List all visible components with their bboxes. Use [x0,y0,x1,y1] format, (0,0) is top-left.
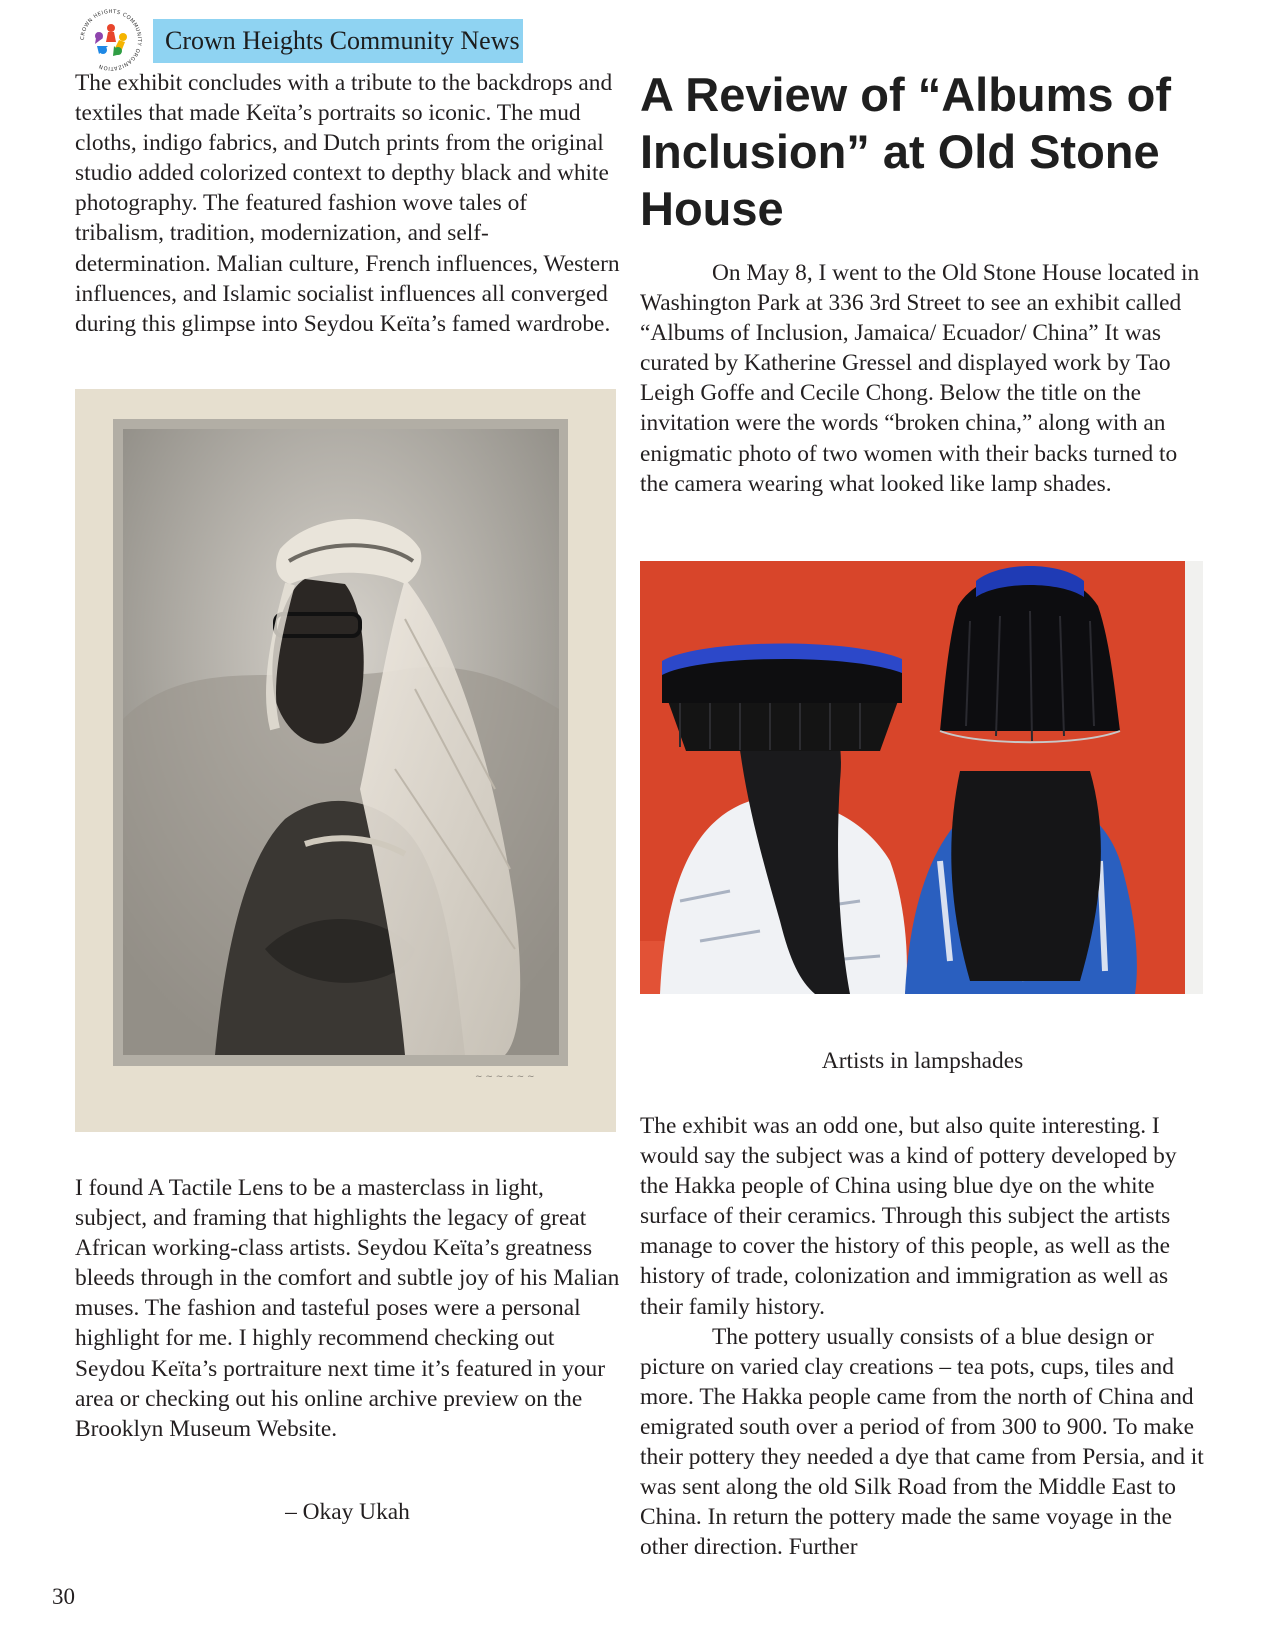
photo-caption: Artists in lampshades [821,1048,1024,1074]
paragraph-text: On May 8, I went to the Old Stone House located in Washington Park at 336 3rd Street to see an exhibit called “Albums of Inclusion, Jamaica/ Ecuador/ China” It was curated by Katherine Gressel and displayed work by Tao Leigh Goffe and Cecile Chong. Below the title on the invitation were the words “broken china,” along with an enigmatic photo of two women with their backs turned to the camera wearing what looked like lamp shades. [640,260,1200,497]
paragraph-text: The exhibit was an odd one, but also quite interesting. I would say the subject was a kind of pottery developed by the Hakka people of China using blue dye on the white surface of their ceramics. Through this subject the artists manage to cover the history of this people, as well as the history of trade, colonization and immigration as well as their family history. [640,1113,1177,1320]
organization-logo-icon [77,6,145,74]
paragraph-text: The pottery usually consists of a blue design or picture on varied clay creations – tea pots, cups, tiles and more. The Hakka people came from the north of China and emigrated south over a period of from 300 to 900. To make their pottery they needed a dye that came from Persia, and it was sent along the old Silk Road from the Middle East to China. In return the pottery made the same voyage in the other direction. Further [640,1323,1204,1561]
left-column-bottom-paragraph [75,1173,620,1444]
article-headline: A Review of “Albums of Inclusion” at Old Stone House [640,68,1171,235]
page-number: 30 [52,1584,75,1609]
artists-in-lampshades-photo [640,561,1203,994]
publication-banner: Crown Heights Community News [153,19,523,63]
svg-text:~ ~ ~ ~ ~ ~: ~ ~ ~ ~ ~ ~ [475,1072,535,1082]
right-column-body [640,1111,1208,1562]
intro-paragraph [640,258,1208,499]
logo-ring-text: CROWN HEIGHTS COMMUNITY ORGANIZATION [79,8,143,72]
paragraph-text: The exhibit concludes with a tribute to the backdrops and textiles that made Keïta’s portraits so iconic. The mud cloths, indigo fabrics, and Dutch prints from the original studio added colorized context to depthy black and white photography. The featured fashion wove tales of tribalism, tradition, modernization, and self-determination. Malian culture, French influences, Western influences, and Islamic socialist influences all converged during this glimpse into Seydou Keïta’s famed wardrobe. [75,70,620,337]
left-column-top-paragraph [75,68,620,339]
author-byline: – Okay Ukah [285,1499,410,1525]
framed-portrait-photo [75,389,616,1132]
paragraph-text: I found A Tactile Lens to be a masterclass in light, subject, and framing that highlights the legacy of great African working-class artists. Seydou Keïta’s greatness bleeds through in the comfort and subtle joy of his Malian muses. The fashion and tasteful poses were a personal highlight for me. I highly recommend checking out Seydou Keïta’s portraiture next time it’s featured in your area or checking out his online archive preview on the Brooklyn Museum Website. [75,1175,620,1442]
